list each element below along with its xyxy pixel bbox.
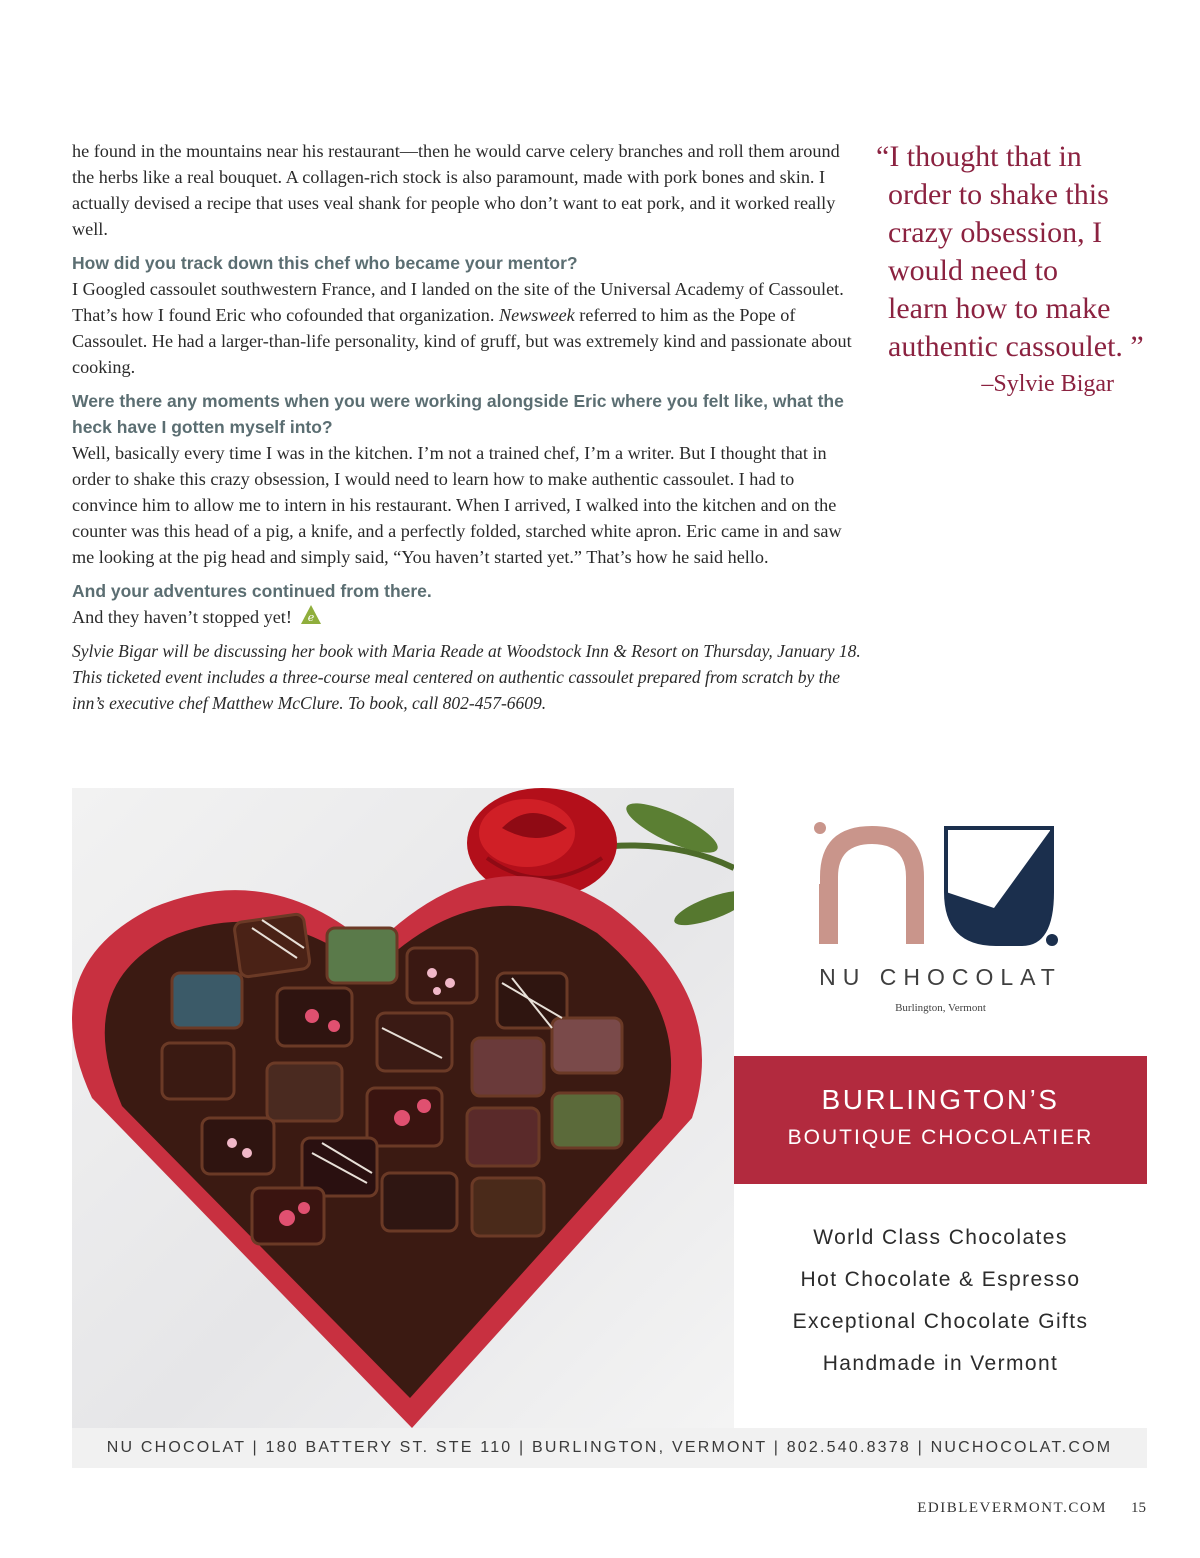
interview-answer-2: Well, basically every time I was in the kitchen. I’m not a trained chef, I’m a writer. But I thought that in order to shake this crazy obsession, I would need to learn how to make authentic cassoulet. I had to convince him to allow me to intern in his restaurant. When I arrived, I walked into the kitchen and on the counter was this head of a pig, a knife, and a perfectly folded, starched white apron. Eric came in and saw me looking at the pig head and simply said, “You haven’t started yet.” That’s how he said hello. xyxy=(72,443,842,567)
nu-chocolat-logo-icon xyxy=(814,822,1064,952)
edible-end-mark-icon xyxy=(300,604,322,626)
feature-item: Exceptional Chocolate Gifts xyxy=(792,1310,1089,1333)
answer-1-text-b: referred to him as the Pope of Cassoulet. He had a larger-than-life personality, kind of gruff, but was extremely kind and passionate about cooking. xyxy=(72,305,852,377)
pull-quote-line: authentic cassoulet. ” xyxy=(888,330,1144,363)
banner-line-1: BURLINGTON’S xyxy=(821,1084,1060,1115)
interview-question-3: And your adventures continued from there. xyxy=(72,581,432,601)
page-footer xyxy=(917,1500,1146,1517)
feature-item: World Class Chocolates xyxy=(813,1226,1068,1249)
article-body xyxy=(72,138,862,724)
pull-quote-line: “I thought that in xyxy=(876,140,1082,173)
answer-3-text: And they haven’t stopped yet! xyxy=(72,607,292,627)
newsweek-italic: Newsweek xyxy=(498,305,575,325)
end-mark-letter: e xyxy=(307,611,315,624)
chocolate-box-illustration xyxy=(72,788,734,1428)
brand-name: NU CHOCOLAT xyxy=(819,964,1062,990)
brand-panel xyxy=(734,788,1147,1428)
feature-item: Hot Chocolate & Espresso xyxy=(800,1268,1081,1291)
nu-chocolat-ad xyxy=(72,788,1147,1468)
pull-quote-line: learn how to make xyxy=(888,292,1111,325)
pull-quote-line: order to shake this xyxy=(888,178,1109,211)
ad-contact-bar: NU CHOCOLAT | 180 BATTERY ST. STE 110 | BURLINGTON, VERMONT | 802.540.8378 | NUCHOCOLAT.COM xyxy=(72,1428,1147,1468)
interview-answer-1 xyxy=(72,276,862,380)
pull-quote-line: would need to xyxy=(888,254,1058,287)
pull-quote-attribution: –Sylvie Bigar xyxy=(981,371,1114,397)
feature-item: Handmade in Vermont xyxy=(822,1352,1059,1375)
page-number: 15 xyxy=(1131,1500,1146,1516)
interview-question-2: Were there any moments when you were working alongside Eric where you felt like, what the heck have I gotten myself into? xyxy=(72,391,844,437)
article-intro-paragraph: he found in the mountains near his restaurant—then he would carve celery branches and roll them around the herbs like a real bouquet. A collagen-rich stock is also paramount, made with pork bones and skin. I actually devised a recipe that uses veal shank for people who don’t want to eat pork, and it worked really well. xyxy=(72,141,840,239)
site-url: EDIBLEVERMONT.COM xyxy=(917,1500,1107,1516)
event-note: Sylvie Bigar will be discussing her book with Maria Reade at Woodstock Inn & Resort on Thursday, January 18. This ticketed event includes a three-course meal centered on authentic cassoulet prepared from scratch by the inn’s executive chef Matthew McClure. To book, call 802-457-6609. xyxy=(72,641,861,713)
tagline-banner xyxy=(734,1056,1147,1184)
brand-location: Burlington, Vermont xyxy=(895,1002,986,1014)
pull-quote-line: crazy obsession, I xyxy=(888,216,1103,249)
interview-question-1: How did you track down this chef who became your mentor? xyxy=(72,253,578,273)
pull-quote xyxy=(876,138,1176,400)
answer-1-text-a: I Googled cassoulet southwestern France, and I landed on the site of the Universal Academy of Cassoulet. That’s how I found Eric who cofounded that organization. xyxy=(72,279,844,325)
interview-answer-3 xyxy=(72,604,862,630)
heart-chocolate-box-photo xyxy=(72,788,734,1428)
banner-line-2: BOUTIQUE CHOCOLATIER xyxy=(787,1126,1094,1149)
